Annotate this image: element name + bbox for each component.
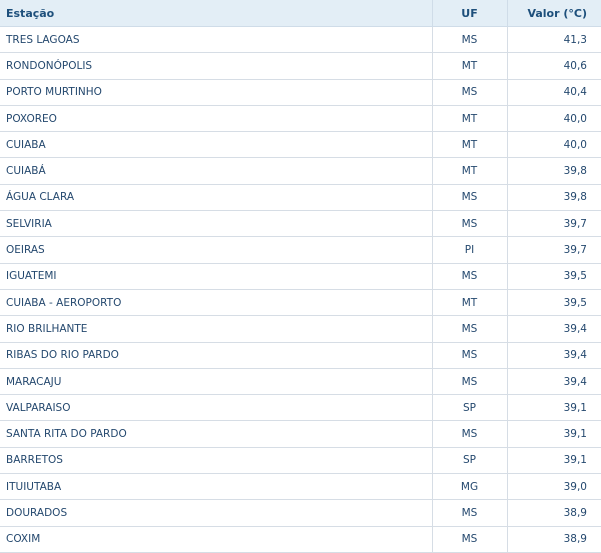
value-cell: 38,9 <box>507 526 601 552</box>
value-cell: 40,0 <box>507 105 601 131</box>
table-row <box>0 526 601 552</box>
table-row <box>0 184 601 210</box>
uf-cell: MT <box>432 132 507 158</box>
station-cell: TRES LAGOAS <box>0 27 432 53</box>
header-value[interactable]: Valor (°C) <box>507 0 601 27</box>
uf-cell: MT <box>432 158 507 184</box>
table-row <box>0 500 601 526</box>
station-cell: CUIABA - AEROPORTO <box>0 289 432 315</box>
station-cell: CUIABA <box>0 132 432 158</box>
station-cell: CUIABÁ <box>0 158 432 184</box>
station-cell: COXIM <box>0 526 432 552</box>
table-row <box>0 132 601 158</box>
value-cell: 41,3 <box>507 27 601 53</box>
uf-cell: MT <box>432 105 507 131</box>
value-cell: 38,9 <box>507 500 601 526</box>
value-cell: 40,4 <box>507 79 601 105</box>
station-cell: ÁGUA CLARA <box>0 184 432 210</box>
value-cell: 39,5 <box>507 289 601 315</box>
station-cell: RIBAS DO RIO PARDO <box>0 342 432 368</box>
table-row <box>0 289 601 315</box>
value-cell: 39,5 <box>507 263 601 289</box>
uf-cell: MG <box>432 474 507 500</box>
uf-cell: MS <box>432 526 507 552</box>
uf-cell: MS <box>432 79 507 105</box>
uf-cell: SP <box>432 447 507 473</box>
station-cell: PORTO MURTINHO <box>0 79 432 105</box>
table-row <box>0 53 601 79</box>
table-body <box>0 27 601 553</box>
value-cell: 39,8 <box>507 184 601 210</box>
table-row <box>0 368 601 394</box>
uf-cell: SP <box>432 395 507 421</box>
table-row <box>0 237 601 263</box>
uf-cell: MS <box>432 342 507 368</box>
table-row <box>0 474 601 500</box>
header-station[interactable]: Estação <box>0 0 432 27</box>
table-row <box>0 211 601 237</box>
uf-cell: MS <box>432 27 507 53</box>
table-row <box>0 158 601 184</box>
table-row <box>0 421 601 447</box>
value-cell: 39,4 <box>507 342 601 368</box>
station-cell: OEIRAS <box>0 237 432 263</box>
value-cell: 39,1 <box>507 447 601 473</box>
station-cell: VALPARAISO <box>0 395 432 421</box>
station-cell: BARRETOS <box>0 447 432 473</box>
table-row <box>0 316 601 342</box>
table-header-row <box>0 0 601 27</box>
uf-cell: MS <box>432 500 507 526</box>
table-row <box>0 105 601 131</box>
station-cell: SELVIRIA <box>0 211 432 237</box>
value-cell: 39,1 <box>507 421 601 447</box>
uf-cell: MS <box>432 316 507 342</box>
station-cell: MARACAJU <box>0 368 432 394</box>
uf-cell: MS <box>432 263 507 289</box>
value-cell: 39,1 <box>507 395 601 421</box>
value-cell: 39,0 <box>507 474 601 500</box>
uf-cell: MS <box>432 421 507 447</box>
value-cell: 39,4 <box>507 368 601 394</box>
table-row <box>0 395 601 421</box>
uf-cell: MS <box>432 184 507 210</box>
table-row <box>0 263 601 289</box>
value-cell: 39,8 <box>507 158 601 184</box>
value-cell: 40,0 <box>507 132 601 158</box>
station-cell: RONDONÓPOLIS <box>0 53 432 79</box>
uf-cell: PI <box>432 237 507 263</box>
uf-cell: MS <box>432 368 507 394</box>
table-row <box>0 79 601 105</box>
value-cell: 39,4 <box>507 316 601 342</box>
station-cell: SANTA RITA DO PARDO <box>0 421 432 447</box>
table-row <box>0 27 601 53</box>
uf-cell: MT <box>432 53 507 79</box>
station-cell: POXOREO <box>0 105 432 131</box>
value-cell: 39,7 <box>507 237 601 263</box>
uf-cell: MS <box>432 211 507 237</box>
value-cell: 40,6 <box>507 53 601 79</box>
station-cell: IGUATEMI <box>0 263 432 289</box>
table-row <box>0 342 601 368</box>
table-row <box>0 447 601 473</box>
station-cell: RIO BRILHANTE <box>0 316 432 342</box>
station-cell: DOURADOS <box>0 500 432 526</box>
uf-cell: MT <box>432 289 507 315</box>
value-cell: 39,7 <box>507 211 601 237</box>
header-uf[interactable]: UF <box>432 0 507 27</box>
station-cell: ITUIUTABA <box>0 474 432 500</box>
